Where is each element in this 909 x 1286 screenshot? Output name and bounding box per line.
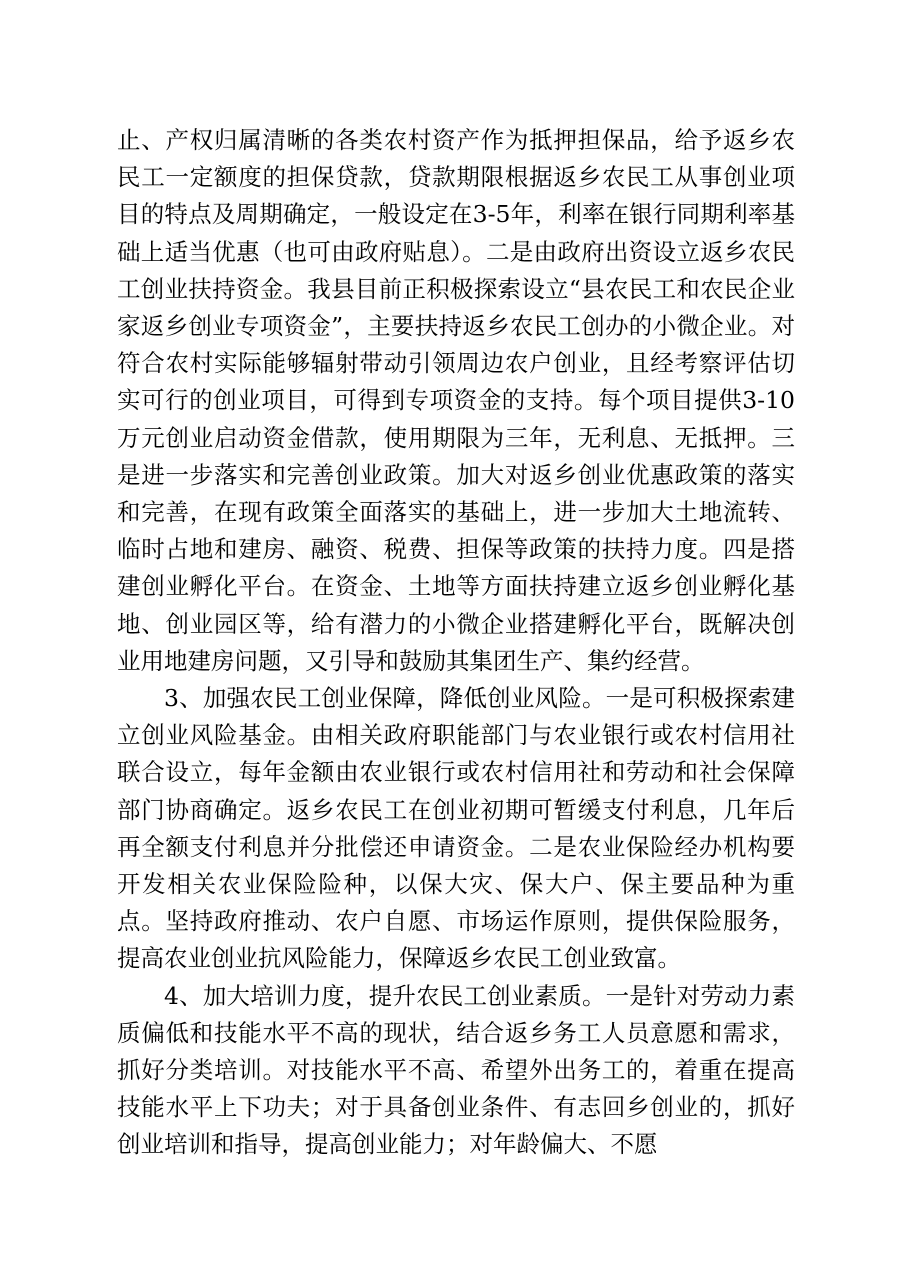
paragraph-3: 4、加大培训力度，提升农民工创业素质。一是针对劳动力素质偏低和技能水平不高的现状，结合返乡务工人员意愿和需求，抓好分类培训。对技能水平不高、希望外出务工的，着重在提高技能水平上下功夫；对于具备创业条件、有志回乡创业的，抓好创业培训和指导，提高创业能力；对年龄偏大、不愿 [117,981,795,1159]
document-page [117,122,795,1164]
paragraph-2: 3、加强农民工创业保障，降低创业风险。一是可积极探索建立创业风险基金。由相关政府职能部门与农业银行或农村信用社联合设立，每年金额由农业银行或农村信用社和劳动和社会保障部门协商确定。返乡农民工在创业初期可暂缓支付利息，几年后再全额支付利息并分批偿还申请资金。二是农业保险经办机构要开发相关农业保险险种，以保大灾、保大户、保主要品种为重点。坚持政府推动、农户自愿、市场运作原则，提供保险服务，提高农业创业抗风险能力，保障返乡农民工创业致富。 [117,684,795,973]
paragraph-1: 止、产权归属清晰的各类农村资产作为抵押担保品，给予返乡农民工一定额度的担保贷款，贷款期限根据返乡农民工从事创业项目的特点及周期确定，一般设定在3-5年，利率在银行同期利率基础上适当优惠（也可由政府贴息）。二是由政府出资设立返乡农民工创业扶持资金。我县目前正积极探索设立“县农民工和农民企业家返乡创业专项资金”，主要扶持返乡农民工创办的小微企业。对符合农村实际能够辐射带动引领周边农户创业，且经考察评估切实可行的创业项目，可得到专项资金的支持。每个项目提供3-10万元创业启动资金借款，使用期限为三年，无利息、无抵押。三是进一步落实和完善创业政策。加大对返乡创业优惠政策的落实和完善，在现有政策全面落实的基础上，进一步加大土地流转、临时占地和建房、融资、税费、担保等政策的扶持力度。四是搭建创业孵化平台。在资金、土地等方面扶持建立返乡创业孵化基地、创业园区等，给有潜力的小微企业搭建孵化平台，既解决创业用地建房问题，又引导和鼓励其集团生产、集约经营。 [117,126,795,675]
